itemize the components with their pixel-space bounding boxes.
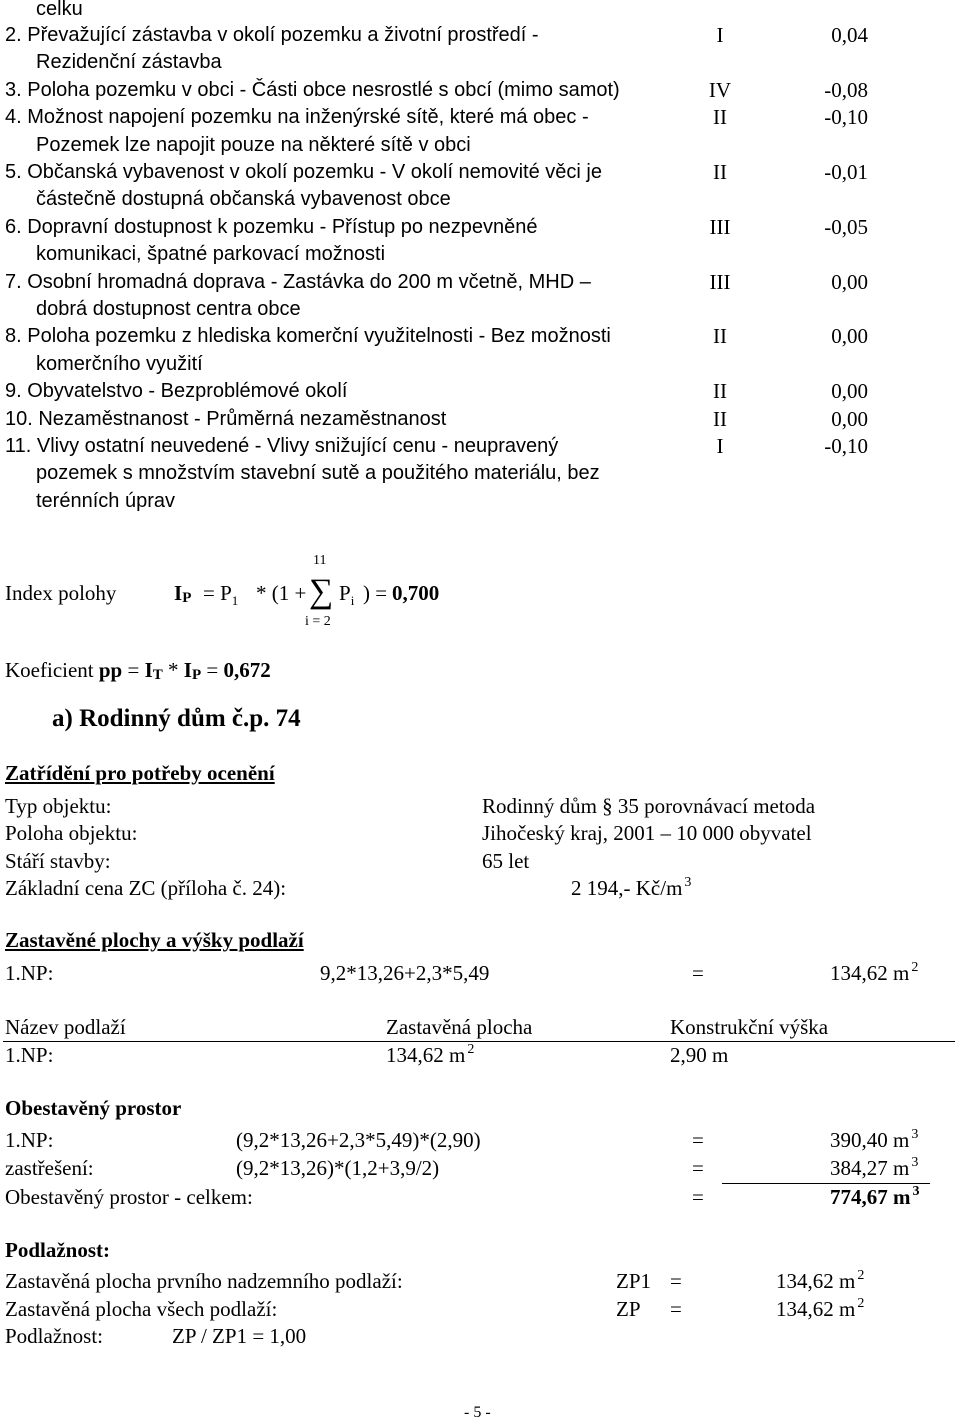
criteria-row-text: Rezidenční zástavba: [36, 51, 222, 73]
sum-upper-limit: 11: [313, 553, 327, 568]
criteria-row-text: 11. Vlivy ostatní neuvedené - Vlivy snižující cenu - neupravený: [5, 435, 559, 457]
floor-ratio-r1-eq: =: [670, 1269, 682, 1293]
zc-value-wrap: [571, 875, 691, 905]
floor-ratio-r1-value-wrap: [776, 1268, 864, 1298]
volume-total-eq: =: [692, 1185, 704, 1209]
koeficient-pp: pp: [98, 658, 123, 682]
floor-ratio-r1-sup: 2: [857, 1268, 865, 1283]
index-result: 0,700: [392, 581, 440, 605]
criteria-row-value: -0,08: [824, 78, 868, 102]
criteria-row-value: 0,00: [831, 270, 868, 294]
volume-r2-label: zastřešení:: [5, 1156, 94, 1180]
criteria-row-class: II: [713, 160, 727, 184]
criteria-row-text: 10. Nezaměstnanost - Průměrná nezaměstnanost: [5, 408, 447, 430]
criteria-row-text: 8. Poloha pozemku z hlediska komerční využitelnosti - Bez možnosti: [5, 325, 611, 347]
built-np-eq: =: [692, 961, 704, 985]
criteria-row-text: 6. Dopravní dostupnost k pozemku - Přístup po nezpevněné: [5, 216, 538, 238]
criteria-row-text: 7. Osobní hromadná doprava - Zastávka do 200 m včetně, MHD –: [5, 271, 591, 293]
criteria-row-value: -0,10: [824, 434, 868, 458]
built-np-label: 1.NP:: [5, 961, 54, 985]
classification-heading: Zatřídění pro potřeby ocenění: [5, 761, 275, 785]
koeficient-value: 0,672: [223, 658, 271, 682]
index-formula-c-text: P: [339, 581, 351, 605]
criteria-row-class: II: [713, 407, 727, 431]
criteria-row-text: pozemek s množstvím stavební sutě a použitého materiálu, bez: [36, 462, 600, 484]
floors-header-name: Název podlaží: [5, 1015, 126, 1039]
volume-r2-formula: (9,2*13,26)*(1,2+3,9/2): [236, 1156, 440, 1180]
koeficient-it-sub: T: [152, 667, 163, 683]
index-formula-a-sub: 1: [231, 593, 239, 608]
floor-ratio-r2-eq: =: [670, 1297, 682, 1321]
index-label: Index polohy: [5, 581, 117, 605]
criteria-row-text: částečně dostupná občanská vybavenost obce: [36, 188, 451, 210]
koeficient-ip: I: [183, 658, 192, 682]
index-ip: [174, 580, 191, 609]
volume-r2-value-wrap: [830, 1155, 918, 1185]
criteria-row-class: I: [716, 434, 724, 458]
built-np-value-wrap: [830, 960, 918, 990]
criteria-row-text: 3. Poloha pozemku v obci - Části obce nesrostlé s obcí (mimo samot): [5, 79, 620, 101]
criteria-row-value: 0,00: [831, 407, 868, 431]
index-formula-b: * (1 +: [256, 581, 307, 605]
criteria-row-text: 5. Občanská vybavenost v okolí pozemku - V okolí nemovité věci je: [5, 161, 602, 183]
page-number: - 5 -: [464, 1404, 491, 1421]
floors-header-area: Zastavěná plocha: [386, 1015, 533, 1039]
floor-ratio-heading: Podlažnost:: [5, 1238, 110, 1262]
volume-total-value: 774,67 m: [830, 1185, 911, 1209]
criteria-row-value: -0,01: [824, 160, 868, 184]
koeficient-it: I: [144, 658, 153, 682]
volume-total-sup: 3: [912, 1184, 920, 1199]
floor-ratio-r1-value: 134,62 m: [776, 1269, 856, 1293]
volume-r1-eq: =: [692, 1128, 704, 1152]
index-formula-d: ) =: [363, 581, 388, 605]
criteria-row-text: 9. Obyvatelstvo - Bezproblémové okolí: [5, 380, 348, 402]
floor-ratio-r2-value: 134,62 m: [776, 1297, 856, 1321]
koeficient-line: [5, 657, 271, 686]
floors-row-area-sup: 2: [467, 1042, 475, 1057]
sum-symbol: ∑: [309, 573, 334, 610]
koeficient-eq1: =: [127, 658, 140, 682]
criteria-row-value: -0,05: [824, 215, 868, 239]
criteria-row-class: IV: [708, 78, 732, 102]
floors-row-height: 2,90 m: [670, 1043, 729, 1067]
floors-table-divider: [3, 1041, 955, 1042]
sum-lower-limit: i = 2: [305, 614, 331, 629]
floors-row-name: 1.NP:: [5, 1043, 54, 1067]
criteria-row-text: Pozemek lze napojit pouze na některé sítě v obci: [36, 134, 471, 156]
stari-label: Stáří stavby:: [5, 849, 111, 873]
volume-r2-sup: 3: [911, 1155, 919, 1170]
koeficient-mul: *: [168, 658, 179, 682]
criteria-row-text: komunikaci, špatné parkovací možnosti: [36, 243, 386, 265]
floor-ratio-r2-value-wrap: [776, 1296, 864, 1326]
floor-ratio-r2-label: Zastavěná plocha všech podlaží:: [5, 1297, 278, 1321]
floor-ratio-r2-sup: 2: [857, 1296, 865, 1311]
criteria-row-class: III: [709, 215, 731, 239]
criteria-top-fragment: celku: [36, 0, 83, 20]
floors-header-height: Konstrukční výška: [670, 1015, 829, 1039]
zc-sup: 3: [684, 875, 692, 890]
volume-r2-value: 384,27 m: [830, 1156, 910, 1180]
criteria-row-text: dobrá dostupnost centra obce: [36, 298, 301, 320]
typ-value: Rodinný dům § 35 porovnávací metoda: [482, 794, 816, 818]
built-np-formula: 9,2*13,26+2,3*5,49: [320, 961, 490, 985]
index-formula-c-sub: i: [350, 593, 355, 608]
volume-total-value-wrap: [830, 1184, 920, 1214]
volume-r1-label: 1.NP:: [5, 1128, 54, 1152]
koeficient-ip-sub: P: [191, 667, 202, 683]
poloha-label: Poloha objektu:: [5, 821, 138, 845]
volume-total-label: Obestavěný prostor - celkem:: [5, 1185, 253, 1209]
built-np-sup: 2: [911, 960, 919, 975]
volume-r1-value-wrap: [830, 1127, 918, 1157]
index-ip-sub: P: [182, 590, 192, 606]
floor-ratio-r3-value: ZP / ZP1 = 1,00: [172, 1324, 307, 1348]
floor-ratio-r1-code: ZP1: [616, 1269, 652, 1293]
zc-value: 2 194,- Kč/m: [571, 876, 683, 900]
criteria-row-class: III: [709, 270, 731, 294]
koeficient-eq2: =: [206, 658, 219, 682]
index-ip-letter: I: [174, 581, 183, 605]
floor-ratio-r3-label: Podlažnost:: [5, 1324, 103, 1348]
section-title: a) Rodinný dům č.p. 74: [52, 705, 301, 732]
poloha-value: Jihočeský kraj, 2001 – 10 000 obyvatel: [482, 821, 812, 845]
criteria-row-value: 0,04: [831, 23, 868, 47]
criteria-row-class: I: [716, 23, 724, 47]
criteria-row-class: II: [713, 105, 727, 129]
volume-r2-eq: =: [692, 1156, 704, 1180]
criteria-row-text: 4. Možnost napojení pozemku na inženýrské sítě, které má obec -: [5, 106, 589, 128]
volume-r1-sup: 3: [911, 1127, 919, 1142]
floor-ratio-r1-label: Zastavěná plocha prvního nadzemního podlaží:: [5, 1269, 403, 1293]
zc-label: Základní cena ZC (příloha č. 24):: [5, 876, 287, 900]
stari-value: 65 let: [482, 849, 530, 873]
built-np-value: 134,62 m: [830, 961, 910, 985]
volume-heading: Obestavěný prostor: [5, 1096, 182, 1120]
index-formula-c: [339, 580, 354, 609]
koeficient-label: Koeficient: [5, 658, 94, 682]
floor-ratio-r2-code: ZP: [616, 1297, 641, 1321]
index-formula-a: [203, 580, 238, 609]
built-areas-heading: Zastavěné plochy a výšky podlaží: [5, 928, 304, 952]
criteria-row-value: 0,00: [831, 379, 868, 403]
criteria-row-text: 2. Převažující zástavba v okolí pozemku a životní prostředí -: [5, 24, 539, 46]
typ-label: Typ objektu:: [5, 794, 112, 818]
criteria-row-class: II: [713, 324, 727, 348]
criteria-row-value: 0,00: [831, 324, 868, 348]
floors-row-area-wrap: [386, 1042, 474, 1072]
criteria-row-text: terénních úprav: [36, 490, 175, 512]
criteria-row-class: II: [713, 379, 727, 403]
index-formula-a-text: = P: [203, 581, 232, 605]
criteria-row-value: -0,10: [824, 105, 868, 129]
floors-row-area: 134,62 m: [386, 1043, 466, 1067]
volume-r1-value: 390,40 m: [830, 1128, 910, 1152]
criteria-row-text: komerčního využití: [36, 353, 203, 375]
volume-r1-formula: (9,2*13,26+2,3*5,49)*(2,90): [236, 1128, 481, 1152]
